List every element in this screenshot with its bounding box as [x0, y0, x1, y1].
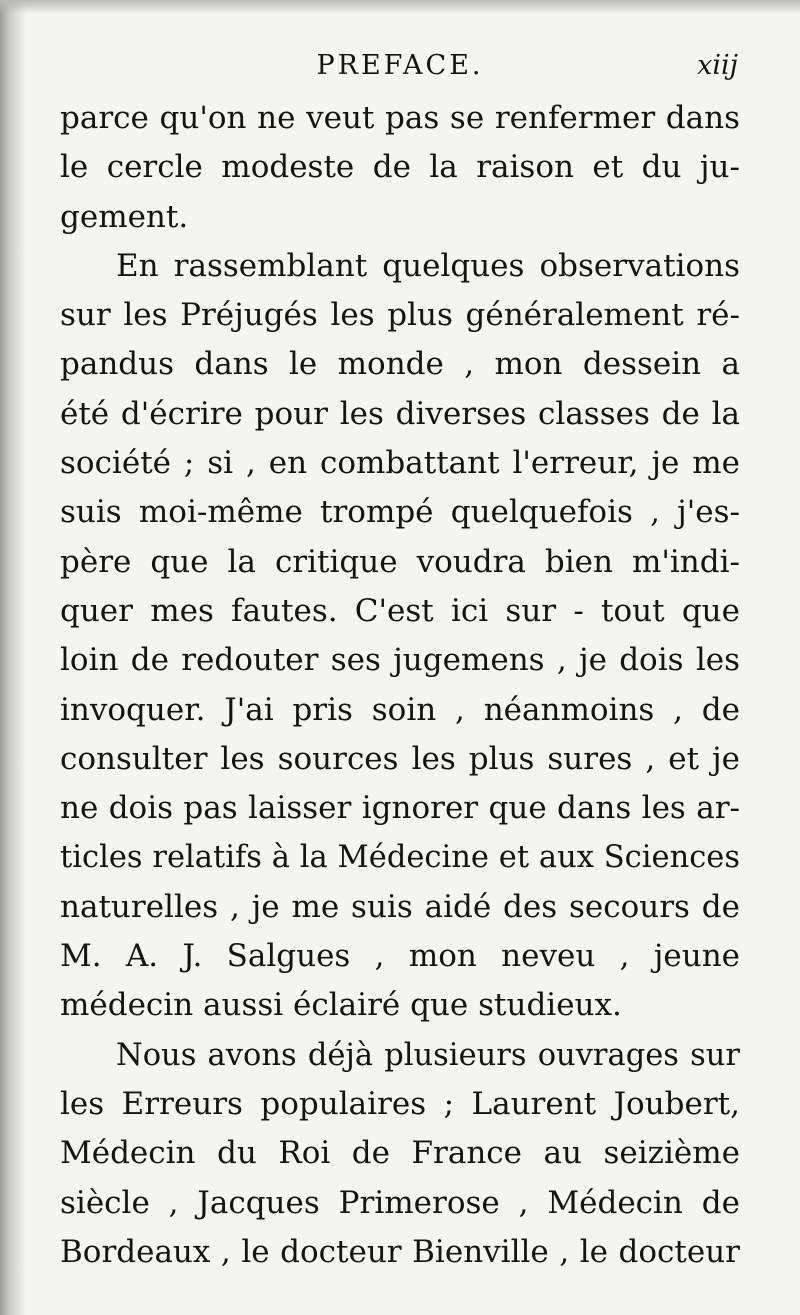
page-number: xiij	[697, 50, 738, 81]
text-line: loin de redouter ses jugemens , je dois les	[60, 642, 740, 679]
text-line: M. A. J. Salgues , mon neveu , jeune	[60, 938, 740, 975]
text-line: père que la critique voudra bien m'indi-	[60, 543, 740, 580]
text-line: naturelles , je me suis aidé des secours de	[60, 888, 740, 925]
text-line: société ; si , en combattant l'erreur, je me	[60, 445, 740, 482]
text-line: ne dois pas laisser ignorer que dans les ar-	[60, 790, 740, 827]
text-line: parce qu'on ne veut pas se renfermer dans	[60, 100, 740, 136]
text-line: le cercle modeste de la raison et du ju-	[60, 149, 740, 186]
text-line: été d'écrire pour les diverses classes de la	[60, 395, 740, 432]
text-line: Médecin du Roi de France au seizième	[60, 1135, 740, 1172]
text-line: gement.	[60, 198, 189, 235]
text-line: quer mes fautes. C'est ici sur - tout que	[60, 592, 740, 629]
text-line: médecin aussi éclairé que studieux.	[60, 987, 622, 1024]
page-edge-shadow	[0, 0, 26, 1315]
text-line: siècle , Jacques Primerose , Médecin de	[60, 1184, 740, 1221]
text-line: sur les Préjugés les plus généralement ré-	[60, 297, 740, 334]
page-top-shadow	[0, 0, 800, 14]
text-line: les Erreurs populaires ; Laurent Joubert,	[60, 1085, 740, 1122]
text-line: Bordeaux , le docteur Bienville , le docteur	[60, 1233, 740, 1270]
text-line: consulter les sources les plus sures , et je	[60, 740, 740, 777]
text-line: pandus dans le monde , mon dessein a	[60, 346, 740, 383]
text-line: ticles relatifs à la Médecine et aux Sciences	[60, 840, 740, 876]
body-text	[60, 94, 740, 1277]
paragraph-start-line: En rassemblant quelques observations	[116, 247, 740, 284]
running-head	[60, 48, 740, 88]
running-head-title: PREFACE.	[316, 50, 484, 81]
text-line: invoquer. J'ai pris soin , néanmoins , de	[60, 691, 740, 728]
text-line: suis moi-même trompé quelquefois , j'es-	[60, 494, 740, 531]
paragraph-start-line: Nous avons déjà plusieurs ouvrages sur	[116, 1037, 740, 1073]
